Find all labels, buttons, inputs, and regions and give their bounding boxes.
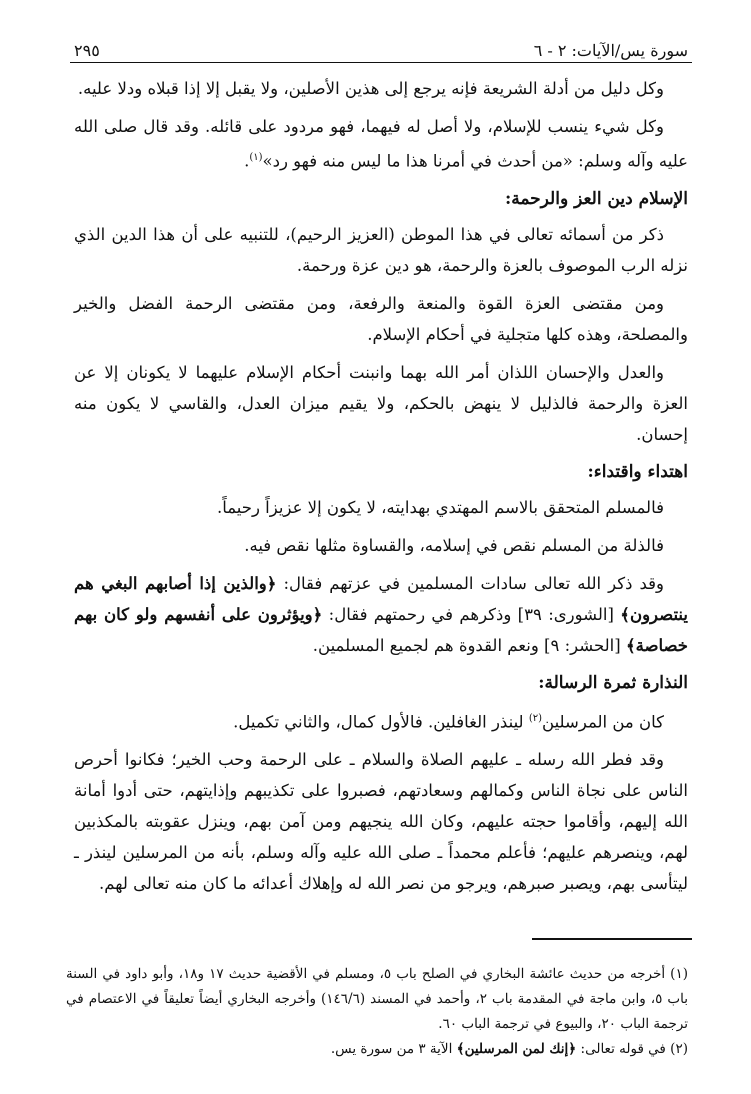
footnote-ref[interactable]: (١) <box>249 152 263 163</box>
footnote-ref[interactable]: (٢) <box>528 712 543 724</box>
quran-quote: ﴿والذين إذا أصابهم البغي هم ينتصرون﴾ <box>74 573 688 624</box>
section-heading: الإسلام دين العز والرحمة: <box>504 188 688 209</box>
footnote: (١) أخرجه من حديث عائشة البخاري في الصلح باب ٥، ومسلم في الأقضية حديث ١٧ و١٨، وأبو داود في السنة باب ٥، وابن ماجة في المقدمة باب ٢، وأحمد في المسند (١٤٦/٦) وأخرجه البخاري أيضاً تعليقاً في الاعتصام في ترجمة الباب ٢٠، والبيوع في ترجمة الباب ٦٠. <box>66 966 689 1032</box>
paragraph: ومن مقتضى العزة القوة والمنعة والرفعة، ومن مقتضى الرحمة الفضل والخير والمصلحة، وهذه كلها متجلية في أحكام الإسلام. <box>74 293 688 344</box>
paragraph: ذكر من أسمائه تعالى في هذا الموطن (العزيز الرحيم)، للتنبيه على أن هذا الدين الذي نزله الرب الموصوف بالعزة والرحمة، هو دين عزة ورحمة. <box>74 224 688 275</box>
paragraph: وقد ذكر الله تعالى سادات المسلمين في عزتهم فقال: ﴿والذين إذا أصابهم البغي هم ينتصرون﴾ [الشورى: ٣٩] وذكرهم في رحمتهم فقال: ﴿ويؤثرون على أنفسهم ولو كان بهم خصاصة﴾ [الحشر: ٩] ونعم القدوة هم لجميع المسلمين. <box>74 573 688 655</box>
paragraph: كان من المرسلين$^{(٢)}$ لينذر الغافلين. فالأول كمال، والثاني تكميل. <box>233 712 664 731</box>
paragraph: فالذلة من المسلم نقص في إسلامه، والقساوة مثلها نقص فيه. <box>244 535 664 555</box>
running-header <box>70 32 692 62</box>
paragraph: وكل شيء ينسب للإسلام، ولا أصل له فيهما، فهو مردود على قائله. وقد قال صلى الله عليه وآله وسلم: «من أحدث في أمرنا هذا ما ليس منه فهو رد»$^{(١)}$. <box>74 117 688 171</box>
paragraph: فالمسلم المتحقق بالاسم المهتدي بهدايته، لا يكون إلا عزيزاً رحيماً. <box>216 497 664 517</box>
quran-quote: ﴿إنك لمن المرسلين﴾ <box>456 1041 577 1057</box>
header-rule <box>70 62 692 63</box>
book-page <box>66 32 692 1057</box>
running-title: سورة يس/الآيات: ٢ - ٦ <box>533 41 688 60</box>
paragraph: والعدل والإحسان اللذان أمر الله بهما وانبنت أحكام الإسلام عليهما لا يكونان إلا عن العزة والرحمة فالذليل لا ينهض بالحكم، ولا يقيم ميزان العدل، والقاسي لا يكون منه إحسان. <box>74 362 688 444</box>
paragraph: وكل دليل من أدلة الشريعة فإنه يرجع إلى هذين الأصلين، ولا يقبل إلا إذا قبلاه ودلا عليه. <box>77 79 664 98</box>
quran-quote: ﴿ويؤثرون على أنفسهم ولو كان بهم خصاصة﴾ <box>74 604 688 655</box>
paragraph: وقد فطر الله رسله ـ عليهم الصلاة والسلام ـ على الرحمة وحب الخير؛ فكانوا أحرص الناس على نجاة الناس وكمالهم وسعادتهم، فصبروا على تكذيبهم وإذايتهم، حتى أدوا أمانة الله إليهم، وأقاموا حجته عليهم، وكان الله ينجيهم ومن آمن بهم، وينزل عقوبته بالمكذبين لهم، وينصرهم عليهم؛ فأعلم محمداً ـ صلى الله عليه وآله وسلم، بأنه من المرسلين لينذر ـ ليتأسى بهم، ويصبر صبرهم، ويرجو من نصر الله له وإهلاك أعدائه ما كان منه تعالى لهم. <box>74 750 688 893</box>
body-text <box>70 73 692 899</box>
footnote: (٢) في قوله تعالى: ﴿إنك لمن المرسلين﴾ الآية ٣ من سورة يس. <box>330 1041 688 1057</box>
section-heading: اهتداء واقتداء: <box>587 461 688 482</box>
section-heading: النذارة ثمرة الرسالة: <box>538 672 688 693</box>
footnotes <box>62 962 692 1062</box>
page-number: ٢٩٥ <box>74 41 100 60</box>
footnote-separator <box>532 938 692 940</box>
